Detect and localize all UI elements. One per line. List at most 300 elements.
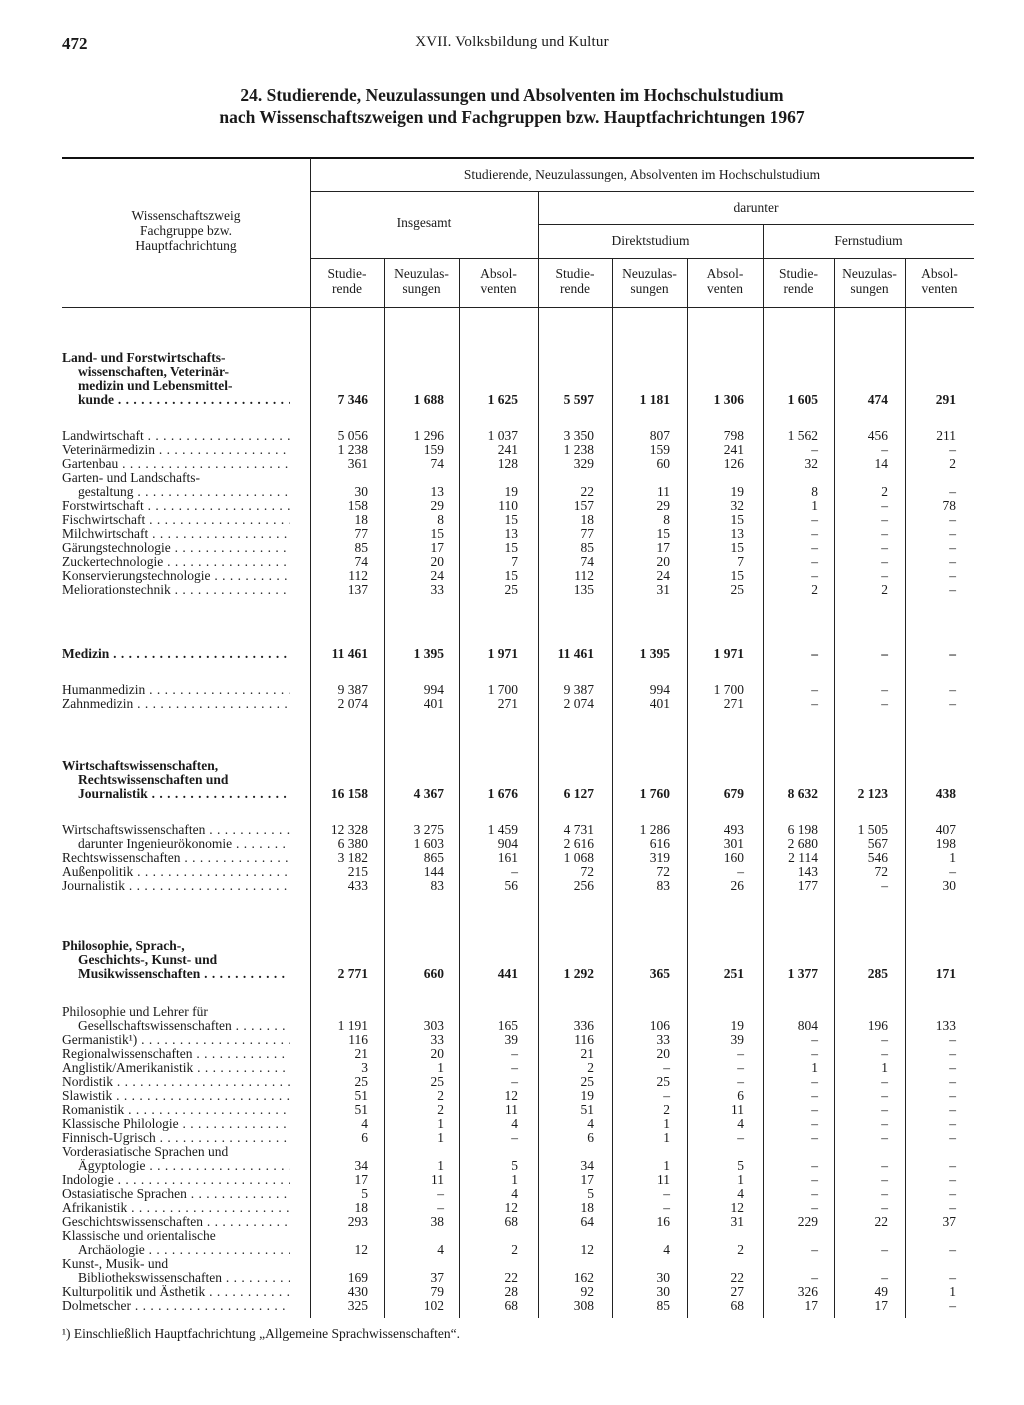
row-value: 15 <box>656 526 670 541</box>
row-value: – <box>949 646 956 661</box>
row-value: – <box>881 1032 888 1047</box>
row-value: 112 <box>348 568 368 583</box>
row-value: 22 <box>874 1214 888 1229</box>
row-value: 37 <box>430 1270 444 1285</box>
row-value: 22 <box>730 1270 744 1285</box>
row-label: Bibliothekswissenschaften . . . <box>78 1271 290 1285</box>
row-label: Zahnmedizin . . . <box>62 697 290 711</box>
row-value: 169 <box>347 1270 368 1285</box>
table-row <box>62 1005 974 1019</box>
row-value: 4 <box>663 1242 670 1257</box>
row-value: 3 350 <box>563 428 594 443</box>
row-value: 2 <box>881 484 888 499</box>
table-row <box>62 1047 974 1061</box>
row-value: 14 <box>874 456 888 471</box>
row-value: – <box>949 1130 956 1145</box>
row-value: 177 <box>797 878 818 893</box>
row-value: 1 306 <box>713 392 744 407</box>
table-row <box>62 499 974 513</box>
row-value: 5 <box>737 1158 744 1173</box>
row-value: – <box>881 1172 888 1187</box>
row-value: 1 <box>949 850 956 865</box>
row-value: – <box>881 1116 888 1131</box>
row-value: 6 127 <box>563 786 594 801</box>
row-value: 37 <box>942 1214 956 1229</box>
row-value: 68 <box>504 1298 518 1313</box>
row-value: – <box>811 1046 818 1061</box>
row-value: 34 <box>354 1158 368 1173</box>
row-label: Geschichtswissenschaften . . . <box>62 1215 290 1229</box>
row-value: 51 <box>580 1102 594 1117</box>
row-value: 319 <box>649 850 670 865</box>
row-value: 336 <box>573 1018 594 1033</box>
row-value: 18 <box>580 1200 594 1215</box>
row-value: – <box>949 512 956 527</box>
row-value: 5 <box>587 1186 594 1201</box>
row-value: 4 <box>437 1242 444 1257</box>
row-value: 567 <box>867 836 888 851</box>
row-value: – <box>511 1060 518 1075</box>
row-value: 11 <box>431 1172 444 1187</box>
row-value: 74 <box>354 554 368 569</box>
row-value: – <box>949 1158 956 1173</box>
row-label: Veterinärmedizin . . . <box>62 443 290 457</box>
row-value: – <box>881 696 888 711</box>
row-value: 474 <box>867 392 888 407</box>
row-value: 116 <box>574 1032 594 1047</box>
row-value: 1 505 <box>857 822 888 837</box>
row-value: 9 387 <box>563 682 594 697</box>
table-row <box>62 379 974 393</box>
row-value: – <box>949 1032 956 1047</box>
row-label: Gärungstechnologie . . . <box>62 541 290 555</box>
table-row <box>62 351 974 365</box>
row-value: 994 <box>649 682 670 697</box>
row-label: Milchwirtschaft . . . <box>62 527 290 541</box>
row-value: 25 <box>580 1074 594 1089</box>
row-value: 1 068 <box>563 850 594 865</box>
row-value: 143 <box>797 864 818 879</box>
row-value: 407 <box>935 822 956 837</box>
header-direktstudium: Direktstudium <box>611 233 690 248</box>
row-label: Außenpolitik . . . <box>62 865 290 879</box>
row-value: 2 <box>511 1242 518 1257</box>
row-value: 2 074 <box>337 696 368 711</box>
table-row <box>62 697 974 711</box>
row-value: 29 <box>656 498 670 513</box>
row-value: – <box>437 1200 444 1215</box>
table-row <box>62 393 974 407</box>
row-value: 4 <box>511 1116 518 1131</box>
row-value: – <box>737 1046 744 1061</box>
row-value: – <box>881 646 888 661</box>
row-value: 4 <box>737 1116 744 1131</box>
row-label: Kunst-, Musik- und <box>62 1257 169 1271</box>
row-label: Rechtswissenschaften . . . <box>62 851 290 865</box>
row-value: – <box>949 442 956 457</box>
table-row <box>62 837 974 851</box>
col-header-studierende-fern: Studie- rende <box>779 266 818 296</box>
row-value: 3 <box>361 1060 368 1075</box>
row-label: medizin und Lebensmittel- <box>78 379 233 393</box>
row-value: 11 <box>657 484 670 499</box>
row-value: 133 <box>935 1018 956 1033</box>
table-row <box>62 485 974 499</box>
row-value: 430 <box>347 1284 368 1299</box>
row-value: – <box>811 1242 818 1257</box>
row-value: 9 387 <box>337 682 368 697</box>
row-value: 1 <box>811 1060 818 1075</box>
row-value: 30 <box>354 484 368 499</box>
table-row <box>62 1201 974 1215</box>
row-value: – <box>949 582 956 597</box>
row-value: – <box>737 1060 744 1075</box>
row-value: 11 <box>657 1172 670 1187</box>
row-value: 1 <box>437 1060 444 1075</box>
row-value: 1 377 <box>787 966 818 981</box>
row-value: 21 <box>354 1046 368 1061</box>
row-value: 2 <box>949 456 956 471</box>
row-value: 13 <box>504 526 518 541</box>
row-value: 1 676 <box>487 786 518 801</box>
row-value: – <box>811 1172 818 1187</box>
row-value: 32 <box>804 456 818 471</box>
row-value: 2 <box>737 1242 744 1257</box>
row-value: – <box>737 864 744 879</box>
row-value: – <box>881 442 888 457</box>
row-value: – <box>811 1074 818 1089</box>
row-value: 144 <box>423 864 444 879</box>
row-value: 1 971 <box>487 646 518 661</box>
row-value: – <box>881 1046 888 1061</box>
row-value: 30 <box>656 1284 670 1299</box>
row-value: 20 <box>430 554 444 569</box>
row-value: 19 <box>730 1018 744 1033</box>
row-label: Romanistik . . . <box>62 1103 290 1117</box>
row-value: 8 632 <box>787 786 818 801</box>
row-value: 171 <box>935 966 956 981</box>
row-value: 303 <box>423 1018 444 1033</box>
row-value: 20 <box>656 1046 670 1061</box>
row-value: 165 <box>497 1018 518 1033</box>
col-header-absolventen-insgesamt: Absol- venten <box>480 266 517 296</box>
row-value: 401 <box>649 696 670 711</box>
row-value: 83 <box>430 878 444 893</box>
row-value: 112 <box>574 568 594 583</box>
row-value: 807 <box>649 428 670 443</box>
row-value: 1 700 <box>487 682 518 697</box>
row-value: 49 <box>874 1284 888 1299</box>
row-value: 83 <box>656 878 670 893</box>
row-label: Afrikanistik . . . <box>62 1201 290 1215</box>
row-value: 211 <box>936 428 956 443</box>
table-title <box>0 84 1024 128</box>
row-value: 106 <box>649 1018 670 1033</box>
row-value: 33 <box>656 1032 670 1047</box>
row-value: – <box>881 568 888 583</box>
header-darunter: darunter <box>733 200 779 215</box>
table-row <box>62 773 974 787</box>
row-label: Ägyptologie . . . <box>78 1159 290 1173</box>
row-value: 679 <box>723 786 744 801</box>
row-value: 38 <box>430 1214 444 1229</box>
row-value: – <box>811 1102 818 1117</box>
table-row <box>62 527 974 541</box>
row-value: 2 <box>663 1102 670 1117</box>
col-header-absolventen-direkt: Absol- venten <box>706 266 744 296</box>
page-number: 472 <box>62 34 88 53</box>
row-value: – <box>949 1270 956 1285</box>
row-value: – <box>663 1200 670 1215</box>
row-value: – <box>949 1074 956 1089</box>
row-value: – <box>949 1046 956 1061</box>
row-value: 291 <box>935 392 956 407</box>
row-value: 326 <box>797 1284 818 1299</box>
table-row <box>62 1145 974 1159</box>
table-row <box>62 953 974 967</box>
row-label: Gesellschaftswissenschaften . . . <box>78 1019 290 1033</box>
row-label: wissenschaften, Veterinär- <box>78 365 229 379</box>
row-value: 1 <box>737 1172 744 1187</box>
row-label: Musikwissenschaften . . . <box>78 967 290 981</box>
table-row <box>62 429 974 443</box>
row-label: Gartenbau . . . <box>62 457 290 471</box>
row-value: 6 <box>737 1088 744 1103</box>
row-value: 15 <box>504 540 518 555</box>
row-value: 271 <box>723 696 744 711</box>
row-label: Slawistik . . . <box>62 1089 290 1103</box>
row-value: 29 <box>430 498 444 513</box>
row-value: 1 <box>437 1130 444 1145</box>
row-value: 72 <box>656 864 670 879</box>
table-row <box>62 787 974 801</box>
row-value: 196 <box>867 1018 888 1033</box>
row-value: – <box>811 512 818 527</box>
row-value: 1 562 <box>787 428 818 443</box>
row-value: – <box>949 1200 956 1215</box>
row-value: 441 <box>497 966 518 981</box>
table-row <box>62 1173 974 1187</box>
row-value: – <box>811 526 818 541</box>
row-value: 85 <box>354 540 368 555</box>
row-value: 1 <box>437 1158 444 1173</box>
row-label: Meliorationstechnik . . . <box>62 583 290 597</box>
row-label: Klassische Philologie . . . <box>62 1117 290 1131</box>
row-value: 1 <box>511 1172 518 1187</box>
table-row <box>62 1159 974 1173</box>
row-value: – <box>949 540 956 555</box>
row-value: – <box>949 1116 956 1131</box>
row-value: 1 971 <box>713 646 744 661</box>
stub-header-line-1: Wissenschaftszweig <box>131 208 241 223</box>
row-label: Medizin . . . <box>62 647 290 661</box>
table-row <box>62 1243 974 1257</box>
row-value: 256 <box>573 878 594 893</box>
row-value: 5 <box>511 1158 518 1173</box>
row-value: 433 <box>347 878 368 893</box>
table-row <box>62 471 974 485</box>
row-value: 17 <box>656 540 670 555</box>
table-title-line-1: 24. Studierende, Neuzulassungen und Absolventen im Hochschulstudium <box>240 85 784 105</box>
row-value: 21 <box>580 1046 594 1061</box>
table-row <box>62 1075 974 1089</box>
table-row <box>62 759 974 773</box>
row-value: – <box>881 1242 888 1257</box>
table-row <box>62 513 974 527</box>
row-value: 30 <box>942 878 956 893</box>
row-value: 616 <box>649 836 670 851</box>
row-value: – <box>511 1046 518 1061</box>
row-value: 2 616 <box>563 836 594 851</box>
row-value: 804 <box>797 1018 818 1033</box>
row-value: – <box>811 1186 818 1201</box>
row-value: – <box>881 1158 888 1173</box>
table-row <box>62 583 974 597</box>
row-value: 3 275 <box>413 822 444 837</box>
table-row <box>62 569 974 583</box>
table-row <box>62 1187 974 1201</box>
row-value: 15 <box>730 568 744 583</box>
row-value: 229 <box>797 1214 818 1229</box>
row-value: – <box>949 682 956 697</box>
table-row <box>62 1271 974 1285</box>
row-value: 1 395 <box>639 646 670 661</box>
row-value: 15 <box>430 526 444 541</box>
row-value: 17 <box>580 1172 594 1187</box>
row-value: 1 191 <box>337 1018 368 1033</box>
row-value: 1 <box>437 1116 444 1131</box>
row-value: – <box>949 1242 956 1257</box>
row-value: – <box>949 1186 956 1201</box>
row-value: 51 <box>354 1102 368 1117</box>
row-value: 68 <box>504 1214 518 1229</box>
row-label: Land- und Forstwirtschafts- <box>62 351 226 365</box>
row-value: 6 <box>361 1130 368 1145</box>
row-value: 1 <box>881 1060 888 1075</box>
row-value: 78 <box>942 498 956 513</box>
row-value: 865 <box>423 850 444 865</box>
row-value: 15 <box>730 512 744 527</box>
row-value: 160 <box>723 850 744 865</box>
row-value: – <box>663 1060 670 1075</box>
row-value: 17 <box>430 540 444 555</box>
row-value: 4 <box>737 1186 744 1201</box>
row-value: 7 346 <box>337 392 368 407</box>
table-row <box>62 1019 974 1033</box>
row-value: 25 <box>430 1074 444 1089</box>
row-value: 74 <box>430 456 444 471</box>
row-value: 137 <box>347 582 368 597</box>
row-value: 158 <box>347 498 368 513</box>
row-value: 72 <box>874 864 888 879</box>
stub-header <box>62 208 310 253</box>
header-insgesamt: Insgesamt <box>396 215 452 230</box>
row-value: 4 <box>587 1116 594 1131</box>
row-value: 19 <box>730 484 744 499</box>
row-value: 26 <box>730 878 744 893</box>
row-value: 135 <box>573 582 594 597</box>
row-value: 1 <box>811 498 818 513</box>
row-value: 904 <box>497 836 518 851</box>
row-label: Philosophie, Sprach-, <box>62 939 185 953</box>
row-value: 20 <box>656 554 670 569</box>
row-value: 33 <box>430 582 444 597</box>
row-value: 12 <box>504 1088 518 1103</box>
row-value: 241 <box>723 442 744 457</box>
table-row <box>62 541 974 555</box>
row-value: – <box>881 512 888 527</box>
row-value: 25 <box>656 1074 670 1089</box>
row-value: – <box>811 1270 818 1285</box>
row-value: – <box>811 1088 818 1103</box>
row-value: 1 395 <box>413 646 444 661</box>
row-value: – <box>811 1200 818 1215</box>
row-value: 20 <box>430 1046 444 1061</box>
row-value: 325 <box>347 1298 368 1313</box>
row-label: gestaltung . . . <box>78 485 290 499</box>
row-value: 1 238 <box>563 442 594 457</box>
row-value: 116 <box>348 1032 368 1047</box>
row-value: 293 <box>347 1214 368 1229</box>
table-row <box>62 1117 974 1131</box>
row-label: darunter Ingenieurökonomie . . . <box>78 837 290 851</box>
row-value: 30 <box>656 1270 670 1285</box>
row-value: 1 <box>663 1158 670 1173</box>
row-value: 308 <box>573 1298 594 1313</box>
row-value: 1 296 <box>413 428 444 443</box>
row-value: 8 <box>811 484 818 499</box>
row-value: – <box>663 1186 670 1201</box>
row-value: 301 <box>723 836 744 851</box>
row-value: 22 <box>580 484 594 499</box>
row-value: – <box>949 1172 956 1187</box>
row-value: 1 292 <box>563 966 594 981</box>
row-value: 17 <box>804 1298 818 1313</box>
row-value: 85 <box>580 540 594 555</box>
row-value: – <box>811 1032 818 1047</box>
row-value: – <box>949 864 956 879</box>
row-value: 85 <box>656 1298 670 1313</box>
row-label: Humanmedizin . . . <box>62 683 290 697</box>
row-value: – <box>881 1130 888 1145</box>
row-value: – <box>881 540 888 555</box>
row-value: 1 <box>663 1116 670 1131</box>
row-label: Geschichts-, Kunst- und <box>78 953 218 967</box>
table-row <box>62 683 974 697</box>
row-value: 2 680 <box>787 836 818 851</box>
row-value: – <box>881 526 888 541</box>
col-header-neuzulassungen-fern: Neuzulas- sungen <box>842 266 897 296</box>
col-header-absolventen-fern: Absol- venten <box>921 266 958 296</box>
row-value: 5 056 <box>337 428 368 443</box>
row-label: Finnisch-Ugrisch . . . <box>62 1131 290 1145</box>
row-value: 159 <box>423 442 444 457</box>
row-value: 159 <box>649 442 670 457</box>
row-value: 25 <box>504 582 518 597</box>
row-value: 4 367 <box>413 786 444 801</box>
row-value: 8 <box>437 512 444 527</box>
row-value: 1 <box>949 1284 956 1299</box>
row-value: 2 114 <box>788 850 818 865</box>
row-value: 102 <box>423 1298 444 1313</box>
row-value: – <box>737 1130 744 1145</box>
table-row <box>62 647 974 661</box>
row-value: 68 <box>730 1298 744 1313</box>
row-value: 994 <box>423 682 444 697</box>
row-value: 19 <box>580 1088 594 1103</box>
row-value: 77 <box>354 526 368 541</box>
row-label: Philosophie und Lehrer für <box>62 1005 208 1019</box>
